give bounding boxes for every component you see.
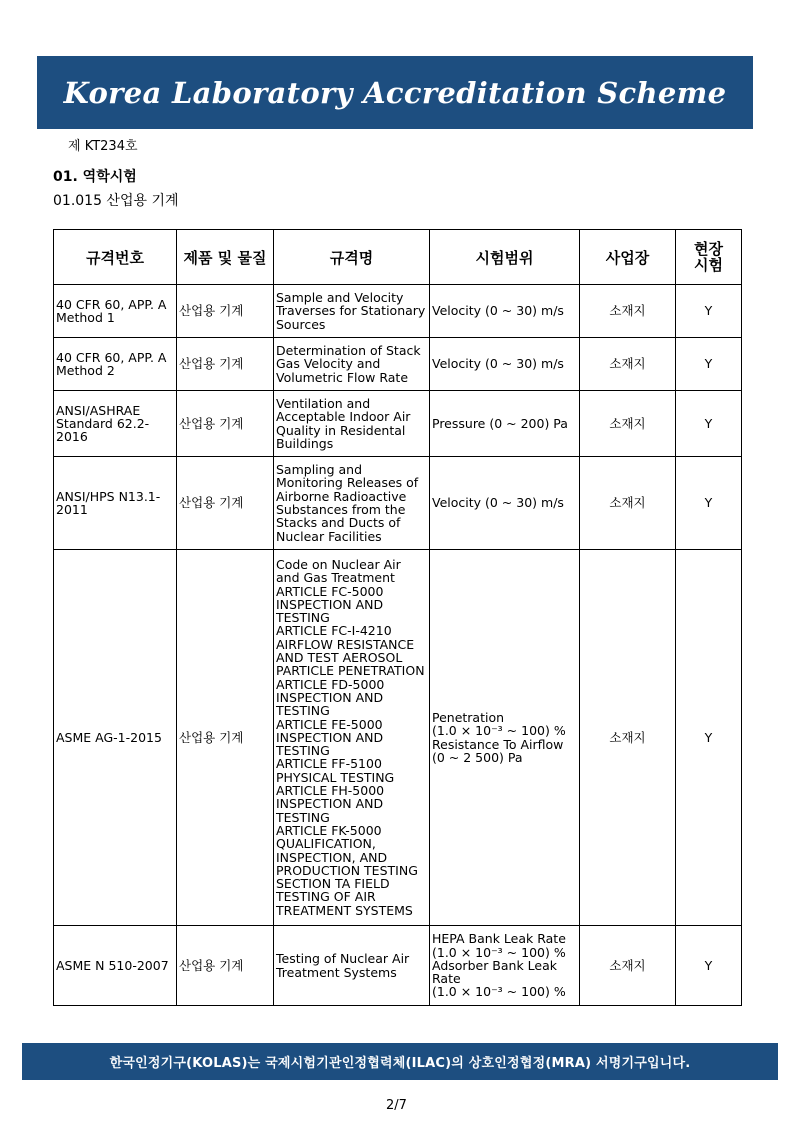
table-row	[54, 285, 742, 338]
cell-standard-no: ASME AG-1-2015	[54, 550, 177, 926]
col-header-product: 제품 및 물질	[177, 230, 274, 285]
footer-banner: 한국인정기구(KOLAS)는 국제시험기관인정협력체(ILAC)의 상호인정협정(MRA) 서명기구입니다.	[22, 1043, 778, 1080]
cell-field-test: Y	[676, 338, 742, 391]
subsection-title: 01.015 산업용 기계	[53, 193, 179, 209]
cell-test-range: Penetration (1.0 × 10⁻³ ~ 100) % Resistance To Airflow (0 ~ 2 500) Pa	[430, 550, 580, 926]
col-header-test-range: 시험범위	[430, 230, 580, 285]
cell-field-test: Y	[676, 457, 742, 550]
table-row	[54, 926, 742, 1006]
page-number: 2/7	[386, 1098, 407, 1113]
col-header-field-test: 현장 시험	[676, 230, 742, 285]
cell-site: 소재지	[580, 391, 676, 457]
cell-field-test: Y	[676, 926, 742, 1006]
cell-standard-no: ANSI/ASHRAE Standard 62.2-2016	[54, 391, 177, 457]
cell-product: 산업용 기계	[177, 457, 274, 550]
cell-standard-name: Sample and Velocity Traverses for Stationary Sources	[274, 285, 430, 338]
cell-standard-name: Testing of Nuclear Air Treatment Systems	[274, 926, 430, 1006]
cell-test-range: Pressure (0 ~ 200) Pa	[430, 391, 580, 457]
table-row	[54, 338, 742, 391]
header-banner: Korea Laboratory Accreditation Scheme	[37, 56, 753, 129]
cell-site: 소재지	[580, 550, 676, 926]
cell-product: 산업용 기계	[177, 338, 274, 391]
cell-site: 소재지	[580, 285, 676, 338]
cell-standard-no: ANSI/HPS N13.1-2011	[54, 457, 177, 550]
cell-standard-no: ASME N 510-2007	[54, 926, 177, 1006]
cell-site: 소재지	[580, 926, 676, 1006]
cell-standard-name: Code on Nuclear Air and Gas Treatment ARTICLE FC-5000 INSPECTION AND TESTING ARTICLE FC-Ⅰ-4210 AIRFLOW RESISTANCE AND TEST AEROSOL PARTICLE PENETRATION ARTICLE FD-5000 INSPECTION AND TESTING ARTICLE FE-5000 INSPECTION AND TESTING ARTICLE FF-5100 PHYSICAL TESTING ARTICLE FH-5000 INSPECTION AND TESTING ARTICLE FK-5000 QUALIFICATION, INSPECTION, AND PRODUCTION TESTING SECTION TA FIELD TESTING OF AIR TREATMENT SYSTEMS	[274, 550, 430, 926]
cell-field-test: Y	[676, 391, 742, 457]
section-title: 01. 역학시험	[53, 169, 137, 185]
cell-product: 산업용 기계	[177, 285, 274, 338]
table-row	[54, 550, 742, 926]
table-row	[54, 457, 742, 550]
cell-test-range: Velocity (0 ~ 30) m/s	[430, 338, 580, 391]
cell-field-test: Y	[676, 550, 742, 926]
col-header-standard-name: 규격명	[274, 230, 430, 285]
cell-test-range: Velocity (0 ~ 30) m/s	[430, 457, 580, 550]
cell-standard-name: Sampling and Monitoring Releases of Airborne Radioactive Substances from the Stacks and Ducts of Nuclear Facilities	[274, 457, 430, 550]
accreditation-scope-table	[53, 229, 742, 1006]
certificate-number: 제 KT234호	[68, 139, 138, 154]
cell-standard-no: 40 CFR 60, APP. A Method 2	[54, 338, 177, 391]
col-header-standard-no: 규격번호	[54, 230, 177, 285]
cell-product: 산업용 기계	[177, 550, 274, 926]
cell-standard-name: Determination of Stack Gas Velocity and Volumetric Flow Rate	[274, 338, 430, 391]
table-row	[54, 391, 742, 457]
table-header-row	[54, 230, 742, 285]
cell-standard-no: 40 CFR 60, APP. A Method 1	[54, 285, 177, 338]
cell-test-range: Velocity (0 ~ 30) m/s	[430, 285, 580, 338]
cell-site: 소재지	[580, 338, 676, 391]
cell-field-test: Y	[676, 285, 742, 338]
cell-standard-name: Ventilation and Acceptable Indoor Air Quality in Residental Buildings	[274, 391, 430, 457]
cell-site: 소재지	[580, 457, 676, 550]
cell-test-range: HEPA Bank Leak Rate (1.0 × 10⁻³ ~ 100) % Adsorber Bank Leak Rate (1.0 × 10⁻³ ~ 100) %	[430, 926, 580, 1006]
cell-product: 산업용 기계	[177, 926, 274, 1006]
col-header-site: 사업장	[580, 230, 676, 285]
cell-product: 산업용 기계	[177, 391, 274, 457]
